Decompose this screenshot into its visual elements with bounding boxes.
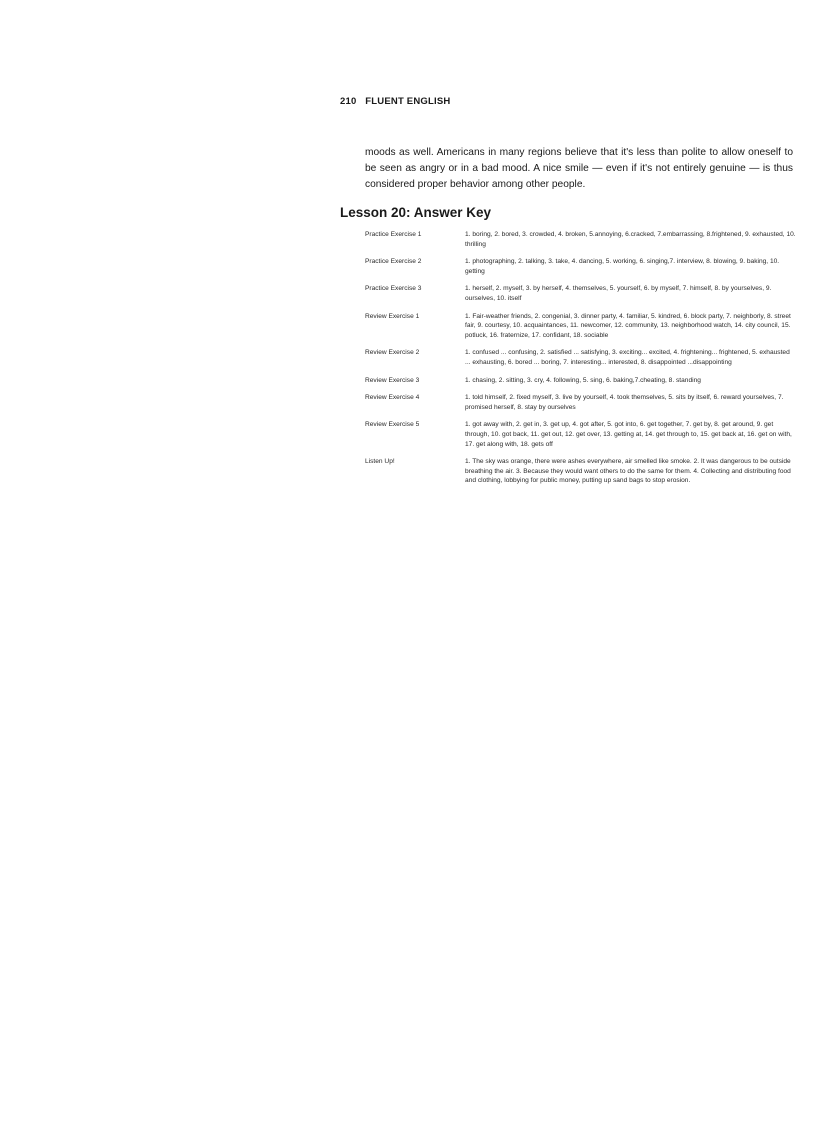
exercise-label: Review Exercise 1	[365, 312, 420, 320]
exercise-label: Practice Exercise 3	[365, 285, 422, 293]
exercise-answers: 1. herself, 2. myself, 3. by herself, 4. themselves, 5. yourself, 6. by myself, 7. himself, 8. by yourselves, 9. ourselves, 10. itself	[465, 285, 772, 302]
book-title: FLUENT ENGLISH	[365, 96, 451, 107]
exercise-label: Review Exercise 2	[365, 349, 420, 357]
running-header	[340, 96, 450, 107]
answer-row-practice-exercise-3	[365, 284, 797, 303]
answer-row-review-exercise-1	[365, 312, 797, 341]
page-number: 210	[340, 96, 357, 107]
answer-row-practice-exercise-1	[365, 230, 797, 249]
exercise-label: Practice Exercise 1	[365, 231, 422, 238]
answer-row-review-exercise-4	[365, 393, 797, 412]
intro-paragraph: moods as well. Americans in many regions believe that it's less than polite to allow oneself to be seen as angry or in a bad mood. A nice smile — even if it's not entirely genuine — is thus considered proper behavior among other people.	[365, 147, 793, 190]
answer-row-review-exercise-3	[365, 376, 797, 386]
exercise-answers: 1. photographing, 2. talking, 3. take, 4. dancing, 5. working, 6. singing,7. interview, 8. blowing, 9. baking, 10. getting	[465, 258, 780, 275]
exercise-answers: 1. got away with, 2. get in, 3. get up, 4. got after, 5. got into, 6. get together, 7. get by, 8. get around, 9. get through, 10. got back, 11. get out, 12. get over, 13. getting at, 14. get through to, 15. get back at, 16. get on with, 17. get along with, 18. gets off	[465, 421, 792, 448]
exercise-answers: 1. confused ... confusing, 2. satisfied ... satisfying, 3. exciting... excited, 4. frightening... frightened, 5. exhausted ... exhausting, 6. bored ... boring, 7. interesting... interested, 8. disappointed ...disappointing	[465, 349, 790, 366]
section-title: Lesson 20: Answer Key	[340, 205, 492, 220]
answer-row-review-exercise-2	[365, 348, 797, 367]
exercise-label: Listen Up!	[365, 458, 395, 466]
answer-row-practice-exercise-2	[365, 257, 797, 276]
exercise-answers: 1. chasing, 2. sitting, 3. cry, 4. following, 5. sing, 6. baking,7.cheating, 8. standing	[465, 376, 701, 384]
answer-row-review-exercise-5	[365, 420, 797, 449]
exercise-label: Review Exercise 3	[365, 376, 420, 384]
answer-key-table	[365, 230, 797, 494]
exercise-answers: 1. boring, 2. bored, 3. crowded, 4. broken, 5.annoying, 6.cracked, 7.embarrassing, 8.frightened, 9. exhausted, 10. thrilling	[465, 231, 796, 248]
exercise-label: Review Exercise 5	[365, 421, 420, 429]
exercise-answers: 1. told himself, 2. fixed myself, 3. live by yourself, 4. took themselves, 5. sits by itself, 6. reward yourselves, 7. promised herself, 8. stay by ourselves	[465, 394, 784, 411]
exercise-answers: 1. Fair-weather friends, 2. congenial, 3. dinner party, 4. familiar, 5. kindred, 6. block party, 7. neighborly, 8. street fair, 9. courtesy, 10. acquaintances, 11. newcomer, 12. community, 13. neighborhood watch, 14. city council, 15. potluck, 16. fraternize, 17. confidant, 18. sociable	[465, 312, 791, 339]
answer-row-listen-up	[365, 457, 797, 486]
exercise-label: Practice Exercise 2	[365, 258, 422, 266]
exercise-answers: 1. The sky was orange, there were ashes everywhere, air smelled like smoke. 2. It was dangerous to be outside breathing the air. 3. Because they would want others to do the same for them. 4. Collecting and distributing food and clothing, lobbying for public money, putting up sand bags to stop erosion.	[465, 458, 791, 485]
exercise-label: Review Exercise 4	[365, 394, 420, 402]
